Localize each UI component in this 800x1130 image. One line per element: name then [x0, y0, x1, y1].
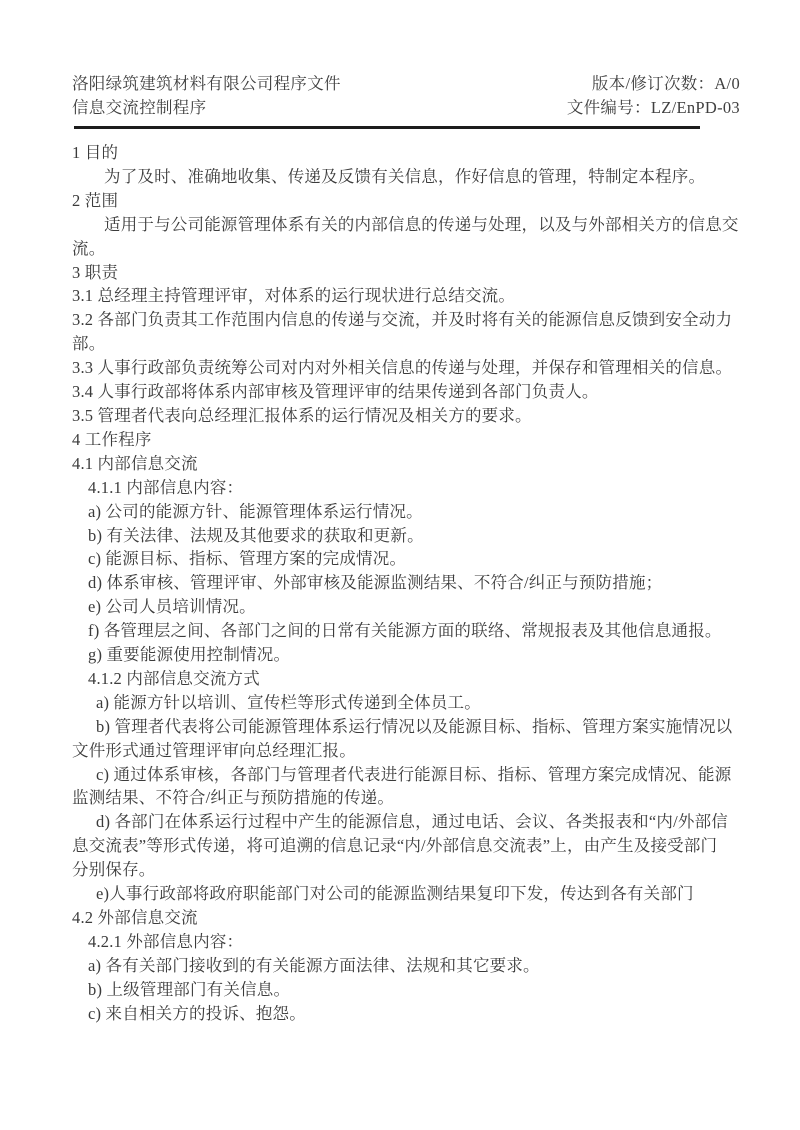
- document-line: f) 各管理层之间、各部门之间的日常有关能源方面的联络、常规报表及其他信息通报。: [88, 621, 722, 641]
- document-line: 监测结果、不符合/纠正与预防措施的传递。: [72, 788, 395, 808]
- document-line: 4.1.1 内部信息内容：: [88, 477, 244, 497]
- document-line: b) 有关法律、法规及其他要求的获取和更新。: [88, 525, 424, 545]
- header-doc-title: 信息交流控制程序: [72, 97, 207, 117]
- header-doc-number: 文件编号：LZ/EnPD-03: [566, 97, 740, 117]
- document-line: 为了及时、准确地收集、传递及反馈有关信息，作好信息的管理，特制定本程序。: [104, 166, 706, 186]
- header-company-doc-type: 洛阳绿筑建筑材料有限公司程序文件: [72, 74, 341, 93]
- document-line: 1 目的: [72, 143, 119, 162]
- document-line: d) 体系审核、管理评审、外部审核及能源监测结果、不符合/纠正与预防措施；: [88, 573, 663, 593]
- document-line: 2 范围: [72, 190, 119, 210]
- document-line: b) 管理者代表将公司能源管理体系运行情况以及能源目标、指标、管理方案实施情况以: [96, 716, 733, 736]
- document-line: 3.1 总经理主持管理评审，对体系的运行现状进行总结交流。: [72, 286, 516, 306]
- document-line: 流。: [72, 238, 106, 258]
- document-header: [72, 72, 740, 119]
- document-line: 息交流表”等形式传递，将可追溯的信息记录“内/外部信息交流表”上，由产生及接受部门: [72, 836, 718, 856]
- document-line: b) 上级管理部门有关信息。: [88, 979, 291, 999]
- document-line: e)人事行政部将政府职能部门对公司的能源监测结果复印下发，传达到各有关部门: [96, 884, 694, 904]
- header-left-block: [72, 72, 341, 119]
- document-line: 部。: [72, 334, 106, 354]
- header-version: 版本/修订次数：A/0: [591, 74, 740, 93]
- document-line: 4.2 外部信息交流: [72, 908, 198, 927]
- document-line: 4.1.2 内部信息交流方式: [88, 668, 260, 688]
- document-line: e) 公司人员培训情况。: [88, 597, 256, 617]
- document-line: 3.4 人事行政部将体系内部审核及管理评审的结果传递到各部门负责人。: [72, 382, 599, 402]
- document-line: c) 来自相关方的投诉、抱怨。: [88, 1003, 306, 1023]
- document-line: 适用于与公司能源管理体系有关的内部信息的传递与处理，以及与外部相关方的信息交: [104, 214, 739, 234]
- document-line: 3.3 人事行政部负责统筹公司对内对外相关信息的传递与处理，并保存和管理相关的信息。: [72, 358, 733, 378]
- document-line: d) 各部门在体系运行过程中产生的能源信息，通过电话、会议、各类报表和“内/外部信: [96, 812, 728, 832]
- document-line: c) 能源目标、指标、管理方案的完成情况。: [88, 549, 407, 569]
- document-line: 分别保存。: [72, 860, 156, 880]
- document-line: 4 工作程序: [72, 429, 152, 449]
- document-line: 3 职责: [72, 262, 119, 282]
- header-right-block: [567, 72, 740, 119]
- header-divider: [74, 126, 700, 129]
- document-body: [72, 141, 744, 1026]
- document-line: 4.2.1 外部信息内容：: [88, 931, 244, 951]
- document-line: a) 能源方针以培训、宣传栏等形式传递到全体员工。: [96, 692, 481, 712]
- document-line: 3.2 各部门负责其工作范围内信息的传递与交流，并及时将有关的能源信息反馈到安全动力: [72, 310, 733, 330]
- document-line: a) 各有关部门接收到的有关能源方面法律、法规和其它要求。: [88, 955, 540, 975]
- document-line: 4.1 内部信息交流: [72, 453, 198, 473]
- document-line: g) 重要能源使用控制情况。: [88, 645, 291, 665]
- document-line: c) 通过体系审核，各部门与管理者代表进行能源目标、指标、管理方案完成情况、能源: [96, 764, 732, 784]
- document-line: a) 公司的能源方针、能源管理体系运行情况。: [88, 501, 423, 521]
- document-line: 3.5 管理者代表向总经理汇报体系的运行情况及相关方的要求。: [72, 405, 532, 425]
- document-line: 文件形式通过管理评审向总经理汇报。: [72, 740, 356, 760]
